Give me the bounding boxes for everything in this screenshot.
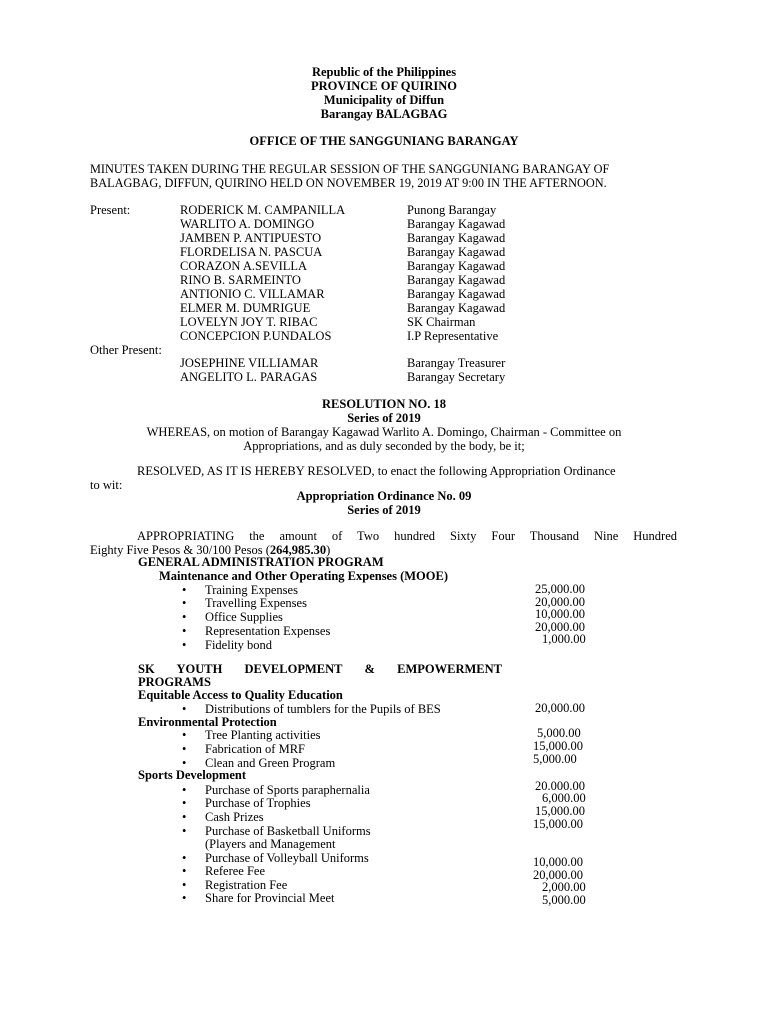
present-role: Barangay Kagawad (407, 217, 506, 231)
other-present-role: Barangay Secretary (407, 370, 506, 384)
expense-amount: 2,000.00 (542, 880, 586, 894)
header-republic: Republic of the Philippines (311, 65, 457, 79)
present-role: Punong Barangay (407, 203, 497, 217)
header-barangay: Barangay BALAGBAG (320, 107, 448, 121)
expense-item: • Fidelity bond (205, 638, 272, 652)
header-municipality: Municipality of Diffun (323, 93, 445, 107)
expense-amount: 20.000.00 (535, 779, 585, 793)
expense-item: • Clean and Green Program (205, 756, 335, 770)
present-role: Barangay Kagawad (407, 259, 506, 273)
present-name: FLORDELISA N. PASCUA (180, 245, 323, 259)
expense-amount: 10,000.00 (533, 855, 583, 869)
resolved-line1: RESOLVED, AS IT IS HEREBY RESOLVED, to enact the following Appropriation Ordinance (137, 464, 616, 478)
appropriating-line1: APPROPRIATING the amount of Two hundred Sixty Four Thousand Nine Hundred (137, 529, 677, 543)
expense-item: • Tree Planting activities (205, 728, 321, 742)
total-amount: 264,985.30 (269, 543, 327, 557)
expense-amount: 15,000.00 (533, 739, 583, 753)
expense-item: • Travelling Expenses (205, 596, 307, 610)
present-name: RODERICK M. CAMPANILLA (180, 203, 346, 217)
sports-heading: Sports Development (138, 768, 246, 782)
gap-title: GENERAL ADMINISTRATION PROGRAM (138, 555, 384, 569)
expense-item: • Distributions of tumblers for the Pupils of BES (205, 702, 441, 716)
present-label: Present: (90, 203, 131, 217)
expense-amount: 5,000.00 (542, 893, 586, 907)
expense-item: • Fabrication of MRF (205, 742, 305, 756)
expense-item: • Training Expenses (205, 583, 298, 597)
expense-amount: 15,000.00 (533, 817, 583, 831)
whereas-line1: WHEREAS, on motion of Barangay Kagawad Warlito A. Domingo, Chairman - Committee on (146, 425, 622, 439)
expense-item-note: (Players and Management (205, 837, 336, 851)
education-heading: Equitable Access to Quality Education (138, 688, 343, 702)
present-name: CORAZON A.SEVILLA (180, 259, 308, 273)
present-name: ELMER M. DUMRIGUE (180, 301, 311, 315)
present-role: Barangay Kagawad (407, 245, 506, 259)
header-province: PROVINCE OF QUIRINO (310, 79, 458, 93)
expense-amount: 25,000.00 (535, 582, 585, 596)
other-present-label: Other Present: (90, 343, 162, 357)
present-name: LOVELYN JOY T. RIBAC (180, 315, 318, 329)
appropriating-text: Eighty Five Pesos & 30/100 Pesos ( (90, 543, 270, 557)
expense-item: • Office Supplies (205, 610, 283, 624)
office-title: OFFICE OF THE SANGGUNIANG BARANGAY (249, 134, 519, 148)
resolution-series: Series of 2019 (347, 411, 421, 425)
expense-amount: 5,000.00 (533, 752, 577, 766)
present-name: RINO B. SARMEINTO (180, 273, 301, 287)
other-present-name: JOSEPHINE VILLIAMAR (180, 356, 319, 370)
expense-amount: 20,000.00 (535, 595, 585, 609)
present-role: Barangay Kagawad (407, 273, 506, 287)
expense-item: • Purchase of Trophies (205, 796, 311, 810)
other-present-role: Barangay Treasurer (407, 356, 506, 370)
sk-title-line2: PROGRAMS (138, 675, 211, 689)
environment-heading: Environmental Protection (138, 715, 277, 729)
expense-amount: 1,000.00 (542, 632, 586, 646)
expense-item: • Purchase of Sports paraphernalia (205, 783, 370, 797)
expense-item: • Representation Expenses (205, 624, 330, 638)
present-role: Barangay Kagawad (407, 231, 506, 245)
expense-amount: 20,000.00 (535, 620, 585, 634)
present-name: ANTIONIO C. VILLAMAR (180, 287, 325, 301)
present-name: WARLITO A. DOMINGO (180, 217, 315, 231)
sk-title-line1: SK YOUTH DEVELOPMENT & EMPOWERMENT (138, 662, 502, 676)
present-role: Barangay Kagawad (407, 301, 506, 315)
mooe-subtitle: Maintenance and Other Operating Expenses (MOOE) (159, 569, 449, 583)
other-present-name: ANGELITO L. PARAGAS (180, 370, 318, 384)
minutes-intro-line2: BALAGBAG, DIFFUN, QUIRINO HELD ON NOVEMBER 19, 2019 AT 9:00 IN THE AFTERNOON. (90, 176, 607, 190)
expense-amount: 10,000.00 (535, 607, 585, 621)
present-name: JAMBEN P. ANTIPUESTO (180, 231, 322, 245)
present-role: SK Chairman (407, 315, 476, 329)
expense-item: • Referee Fee (205, 864, 265, 878)
present-role: Barangay Kagawad (407, 287, 506, 301)
expense-amount: 5,000.00 (537, 726, 581, 740)
expense-amount: 6,000.00 (542, 791, 586, 805)
expense-item: • Share for Provincial Meet (205, 891, 334, 905)
ordinance-series: Series of 2019 (347, 503, 421, 517)
expense-item: • Cash Prizes (205, 810, 264, 824)
expense-item: • Purchase of Basketball Uniforms (205, 824, 371, 838)
resolved-line2: to wit: (90, 478, 123, 492)
minutes-intro-line1: MINUTES TAKEN DURING THE REGULAR SESSION OF THE SANGGUNIANG BARANGAY OF (90, 162, 610, 176)
whereas-line2: Appropriations, and as duly seconded by the body, be it; (243, 439, 525, 453)
appropriating-text-end: ) (326, 543, 331, 557)
present-name: CONCEPCION P.UNDALOS (180, 329, 332, 343)
ordinance-title: Appropriation Ordinance No. 09 (296, 489, 472, 503)
expense-item: • Registration Fee (205, 878, 287, 892)
expense-amount: 15,000.00 (535, 804, 585, 818)
expense-amount: 20,000.00 (535, 701, 585, 715)
resolution-title: RESOLUTION NO. 18 (322, 397, 446, 411)
expense-item: • Purchase of Volleyball Uniforms (205, 851, 369, 865)
present-role: I.P Representative (407, 329, 499, 343)
expense-amount: 20,000.00 (533, 868, 583, 882)
